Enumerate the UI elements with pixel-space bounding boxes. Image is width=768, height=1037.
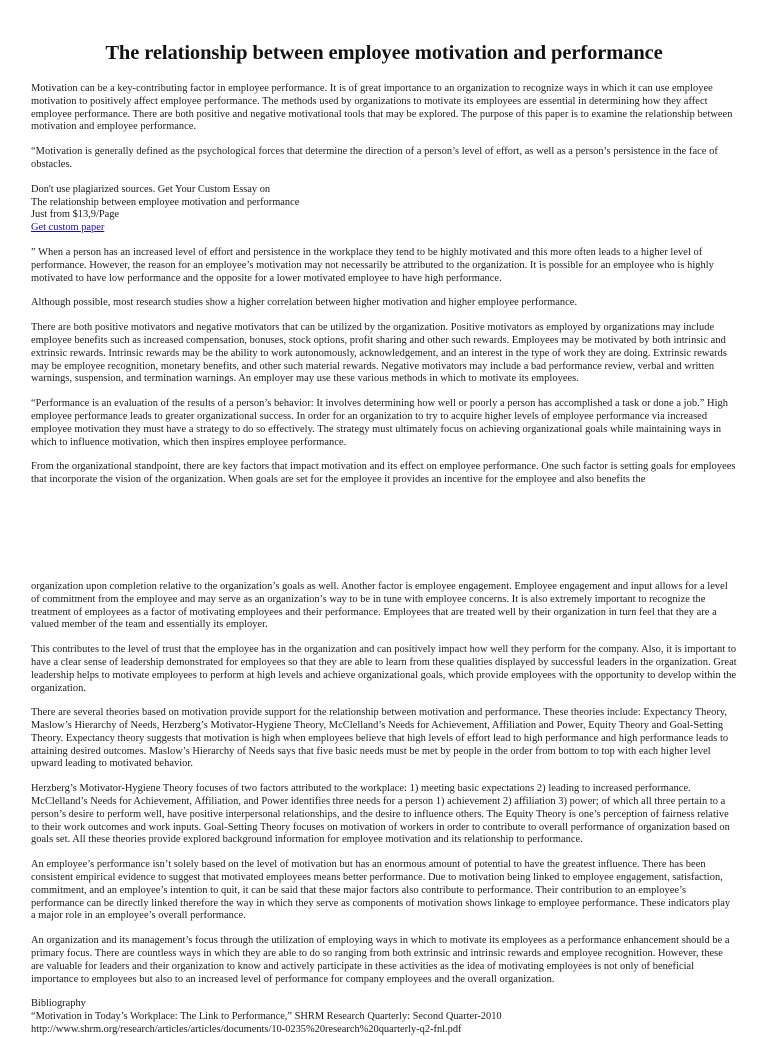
bibliography-entry: “Motivation in Today’s Workplace: The Link to Performance,” SHRM Research Quarterly: Second Quarter-2010 bbox=[31, 1011, 502, 1023]
promo-line: Don't use plagiarized sources. Get Your Custom Essay on bbox=[31, 183, 271, 195]
bibliography-heading: Bibliography bbox=[31, 998, 86, 1010]
promo-line: The relationship between employee motivation and performance bbox=[31, 196, 300, 208]
paragraph: “Performance is an evaluation of the results of a person’s behavior: It involves determining how well or poorly a person has accomplished a task or done a job.” High employee performance leads to greater organizational success. In order for an organization to try to acquire higher levels of employee performance via increased employee motivation they must have a strategy to do so effectively. The strategy must ultimately focus on achieving organizational goals while maintaining ways in which to influence motivation, which then inspires employee performance. bbox=[31, 398, 729, 448]
paragraph: Although possible, most research studies show a higher correlation between higher motivation and higher employee performance. bbox=[31, 297, 578, 309]
paragraph: There are both positive motivators and negative motivators that can be utilized by the organization. Positive motivators as employed by organizations may include employee benefits such as increased compensation, bonuses, stock options, profit sharing and other such rewards. Employees may be motivated by both intrinsic and extrinsic rewards. Intrinsic rewards may be the ability to work autonomously, acknowledgement, and an interest in the type of work they are doing. Extrinsic rewards may be employee recognition, monetary benefits, and other such material rewards. Negative motivators may include a bad performance review, verbal and written warnings, suspension, and termination warnings. An employer may use these various methods in which to motivate its employees. bbox=[31, 322, 727, 385]
promo-price: Just from $13,9/Page bbox=[31, 209, 120, 221]
paragraph: Herzberg’s Motivator-Hygiene Theory focuses of two factors attributed to the workplace: 1) meeting basic expectations 2) leading to increased performance. McClelland’s Needs for Achievement, Affiliation, and Power identifies three needs for a person 1) achievement 2) affiliation 3) power; of which all three pertain to a person’s desire to perform well, have positive interpersonal relationships, and the desire to influence others. The Equity Theory is one’s perception of fairness relative to their work outcomes and work inputs. Goal-Setting Theory focuses on motivation of workers in order to contribute to overall performance of organization based on goals set. All these theories provide explored background information for employee motivation and its relationship to performance. bbox=[31, 783, 730, 846]
paragraph: “Motivation is generally defined as the psychological forces that determine the direction of a person’s level of effort, as well as a person’s persistence in the face of obstacles. bbox=[31, 146, 718, 170]
paragraph: This contributes to the level of trust that the employee has in the organization and can positively impact how well they perform for the company. Also, it is important to have a clear sense of leadership demonstrated for employees so that they are able to learn from these qualities displayed by successful leaders in the organization. Great leadership helps to motivate employees to perform at high levels and achieve organizational goals, which provide employees with the opportunity to develop within the organization. bbox=[31, 644, 737, 694]
paragraph: organization upon completion relative to the organization’s goals as well. Another factor is employee engagement. Employee engagement and input allows for a level of commitment from the employee and may serve as an organization’s way to be in tune with employee concerns. It is also extremely important to recognize the treatment of employees as a factor of motivating employees and their performance. Employees that are treated well by their organization in turn feel that they are a valued member of the team and essentially its employer. bbox=[31, 580, 728, 631]
paragraph: From the organizational standpoint, there are key factors that impact motivation and its effect on employee performance. One such factor is setting goals for employees that incorporate the vision of the organization. When goals are set for the employee it provides an incentive for the employee and also benefits the bbox=[31, 461, 736, 486]
paragraph: An employee’s performance isn’t solely based on the level of motivation but has an enormous amount of potential to have the greatest influence. There has been consistent empirical evidence to suggest that motivated employees means better performance. Due to motivation being linked to employee engagement, satisfaction, commitment, and an employee’s intention to quit, it can be said that these major factors also contribute to performance. Their contribution to an employee’s performance can be directly linked therefore the way in which they serve as components of motivation shows linkage to employee performance. These indicators play a major role in an employee’s overall performance. bbox=[31, 859, 731, 922]
blank-space bbox=[31, 499, 737, 581]
get-custom-paper-link[interactable]: Get custom paper bbox=[31, 222, 105, 234]
page-title: The relationship between employee motivation and performance bbox=[105, 42, 663, 64]
paragraph: Motivation can be a key-contributing factor in employee performance. It is of great importance to an organization to recognize ways in which it can use employee motivation to positively affect employee performance. The methods used by organizations to motivate its employees are essential in determining how they affect employee performance. There are both positive and negative motivational tools that may be explored. The purpose of this paper is to examine the relationship between motivation and employee performance. bbox=[31, 83, 733, 133]
custom-paper-promo bbox=[31, 184, 737, 235]
paragraph: ” When a person has an increased level of effort and persistence in the workplace they tend to be highly motivated and this more often leads to a higher level of performance. However, the reason for an employee’s motivation may not necessarily be attributed to the organization. It is possible for an employee who is highly motivated to have low performance and the opposite for a lower motivated employee to have high performance. bbox=[31, 246, 714, 284]
paragraph: There are several theories based on motivation provide support for the relationship between motivation and performance. These theories include: Expectancy Theory, Maslow’s Hierarchy of Needs, Herzberg’s Motivator-Hygiene Theory, McClelland’s Needs for Achievement, Affiliation and Power, Equity Theory and Goal-Setting Theory. Expectancy theory suggests that motivation is high when employees believe that high levels of effort lead to high performance and high performance leads to attaining desired outcomes. Maslow’s Hierarchy of Needs says that five basic needs must be met by people in the order from bottom to top with each higher level upward leading to motivated behavior. bbox=[31, 707, 729, 770]
bibliography-url: http://www.shrm.org/research/articles/articles/documents/10-0235%20research%20quarterly-q2-fnl.pdf bbox=[31, 1024, 462, 1036]
essay-page bbox=[31, 42, 737, 1037]
bibliography bbox=[31, 998, 737, 1036]
paragraph: An organization and its management’s focus through the utilization of employing ways in which to motivate its employees as a performance enhancement should be a primary focus. There are countless ways in which they are able to do so ranging from both extrinsic and intrinsic rewards and employee recognition. However, these are valuable for leaders and their organization to know and actively participate in these activities as the idea of motivating employees is not only of beneficial importance to employees but also to an increased level of performance for company employees and the overall organization. bbox=[31, 935, 730, 985]
